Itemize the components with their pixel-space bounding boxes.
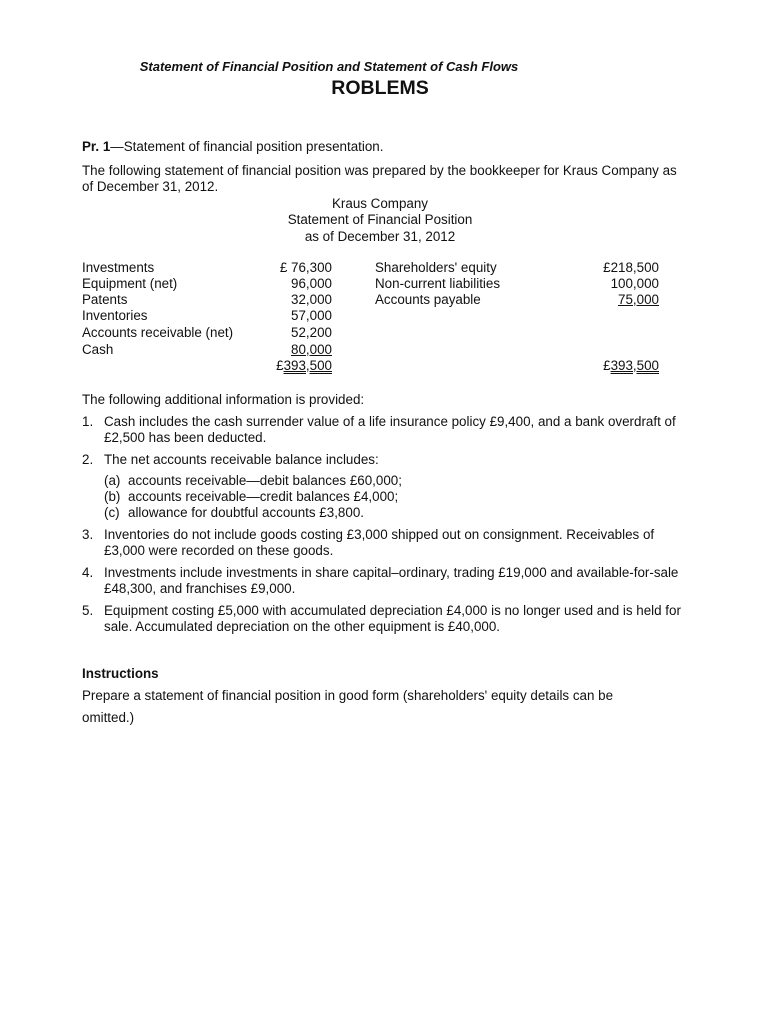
claims-total: 393,500 <box>610 358 659 373</box>
sub-list-item: (b) accounts receivable—credit balances £4,000; <box>104 489 399 504</box>
chapter-subtitle: Statement of Financial Position and Statement of Cash Flows <box>139 59 519 74</box>
problem-intro: The following statement of financial position was prepared by the bookkeeper for Kraus Company as of December 31, 2012. <box>82 163 677 194</box>
additional-info-list <box>82 414 682 641</box>
statement-name: Statement of Financial Position <box>287 212 473 227</box>
sub-list <box>104 473 682 521</box>
currency-symbol: £ <box>603 358 611 373</box>
instructions-text: Prepare a statement of financial position in good form (shareholders' equity details can be omitted.) <box>82 688 614 725</box>
statement-company: Kraus Company <box>331 196 428 211</box>
problem-number: Pr. 1 <box>82 139 111 154</box>
additional-info-intro: The following additional information is provided: <box>82 392 365 407</box>
page-title: ROBLEMS <box>331 77 429 99</box>
instructions-heading: Instructions <box>82 666 159 681</box>
list-item: 1. Cash includes the cash surrender value of a life insurance policy £9,400, and a bank overdraft of £2,500 has been deducted. <box>82 414 676 445</box>
list-item: 2. The net accounts receivable balance includes: (a) accounts receivable—debit balances £60,000; (b) accounts receivable—credit balances £4,000; (c) allowance for doubtful accounts £3,800. <box>82 452 682 521</box>
list-item: 4. Investments include investments in share capital–ordinary, trading £19,000 and available-for-sale £48,300, and franchises £9,000. <box>82 565 679 596</box>
financial-statement-table: Investments £ 76,300 Equipment (net) 96,000 Patents 32,000 Inventories 57,000 Accounts receivable (net) 52,200 Cash 80,000 £393,500 Shareholders' equity £218,500 Non-current liabilities 100,000 Accounts payable 75,000 £393,500 <box>82 260 659 373</box>
problem-heading <box>82 139 383 155</box>
sub-list-item: (a) accounts receivable—debit balances £60,000; <box>104 473 402 488</box>
list-item: 3. Inventories do not include goods costing £3,000 shipped out on consignment. Receivables of £3,000 were recorded on these goods. <box>82 527 655 558</box>
assets-total: 393,500 <box>283 358 332 373</box>
currency-symbol: £ <box>276 358 284 373</box>
sub-list-item: (c) allowance for doubtful accounts £3,800. <box>104 505 364 520</box>
list-item: 5. Equipment costing £5,000 with accumulated depreciation £4,000 is no longer used and is held for sale. Accumulated depreciation on the other equipment is £40,000. <box>82 603 681 634</box>
statement-date: as of December 31, 2012 <box>304 229 456 244</box>
problem-title: —Statement of financial position presentation. <box>110 139 384 154</box>
